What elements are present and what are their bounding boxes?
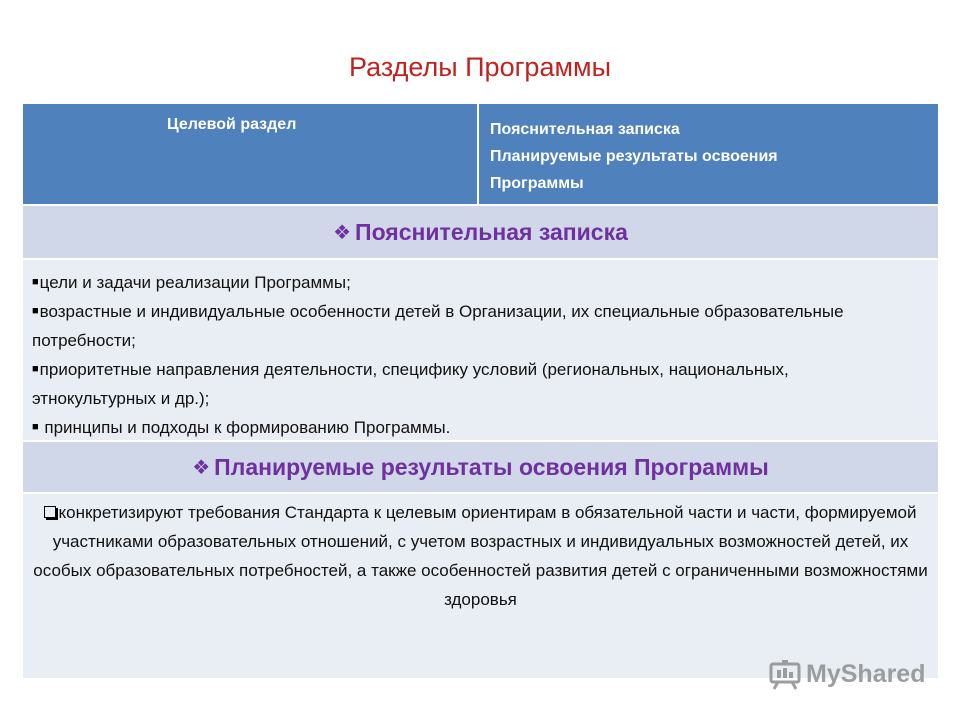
diamond-bullet-icon: ❖ (333, 221, 352, 244)
slide-title: Разделы Программы (349, 52, 611, 82)
section2-text: конкретизируют требования Стандарта к целевым ориентирам в обязательной части и части, формируемой участниками образовательных отношений, с учетом возрастных и индивидуальных возможностей детей, их особых образовательных потребностей, а также особенностей развития детей с ограниченными возможностями здоровья (33, 503, 928, 609)
section2-body (23, 492, 938, 678)
header-row (23, 104, 938, 204)
header-right-line: Программы (490, 175, 584, 192)
presentation-board-icon (768, 658, 802, 690)
square-bullet-icon: ■ (32, 305, 39, 317)
section2-heading-band (23, 440, 938, 492)
section1-body (23, 258, 938, 440)
section1-heading: Пояснительная записка (355, 218, 628, 245)
sections-table (23, 104, 938, 678)
checkbox-bullet-icon (44, 506, 56, 518)
list-item-text: возрастные и индивидуальные особенности детей в Организации, их специальные образовательные потребности; (32, 302, 844, 350)
header-left-label: Целевой раздел (167, 116, 297, 133)
list-item (32, 413, 900, 442)
header-right-line: Планируемые результаты освоения (490, 148, 778, 165)
list-item (32, 355, 900, 413)
list-item (32, 268, 900, 297)
list-item-text: приоритетные направления деятельности, специфику условий (региональных, национальных, этнокультурных и др.); (32, 360, 789, 408)
section2-heading: Планируемые результаты освоения Программы (214, 453, 769, 480)
header-right-cell (490, 116, 930, 197)
header-left-cell (23, 104, 479, 204)
list-item-text: принципы и подходы к формированию Программы. (39, 418, 451, 437)
section1-heading-band (23, 204, 938, 258)
square-bullet-icon: ■ (32, 363, 39, 375)
diamond-bullet-icon: ❖ (192, 456, 211, 479)
header-right-line: Пояснительная записка (490, 121, 680, 138)
list-item (32, 297, 900, 355)
list-item-text: цели и задачи реализации Программы; (39, 273, 351, 292)
watermark (768, 656, 925, 692)
square-bullet-icon: ■ (32, 276, 39, 288)
watermark-text: MyShared (806, 659, 926, 688)
square-bullet-icon: ■ (32, 421, 39, 433)
